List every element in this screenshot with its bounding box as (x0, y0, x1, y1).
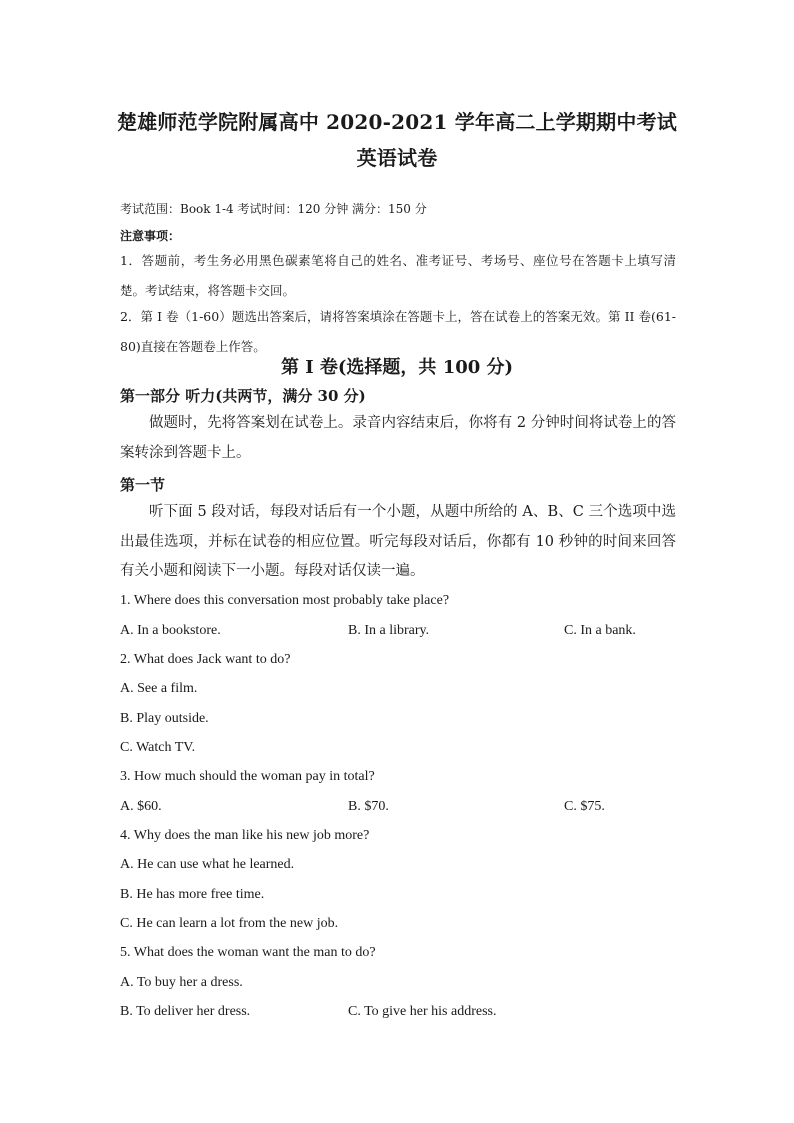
notice-item-2: 2．第 I 卷（1-60）题选出答案后，请将答案填涂在答题卡上，答在试卷上的答案无效。第 II 卷(61-80)直接在答题卷上作答。 (120, 309, 676, 354)
question-3-option-b: B. $70. (348, 799, 389, 814)
notice-item-1: 1．答题前，考生务必用黑色碳素笔将自己的姓名、准考证号、考场号、座位号在答题卡上填写清楚。考试结束，将答题卡交回。 (120, 253, 676, 298)
question-1-option-c: C. In a bank. (564, 623, 636, 638)
question-5-stem: 5. What does the woman want the man to do? (120, 945, 376, 960)
exam-title-line1: 楚雄师范学院附属高中 2020-2021 学年高二上学期期中考试 (117, 110, 677, 134)
question-1-option-a: A. In a bookstore. (120, 623, 221, 638)
question-5-option-a: A. To buy her a dress. (120, 975, 243, 990)
question-4-option-a: A. He can use what he learned. (120, 857, 295, 872)
section-title: 第 I 卷(选择题，共 100 分) (280, 357, 514, 378)
question-2-option-a: A. See a film. (120, 681, 198, 696)
question-5-option-c: C. To give her his address. (348, 1004, 497, 1019)
question-2-stem: 2. What does Jack want to do? (120, 652, 291, 667)
question-4-stem: 4. Why does the man like his new job more? (120, 828, 370, 843)
question-1-stem: 1. Where does this conversation most probably take place? (120, 593, 450, 608)
notice-heading: 注意事项： (120, 229, 181, 243)
question-4-option-c: C. He can learn a lot from the new job. (120, 916, 339, 931)
question-3-stem: 3. How much should the woman pay in total? (120, 769, 375, 784)
question-4-option-b: B. He has more free time. (120, 887, 265, 902)
sub1-title: 第一节 (120, 476, 166, 494)
question-1-option-b: B. In a library. (348, 623, 430, 638)
sub1-instruction: 听下面 5 段对话，每段对话后有一个小题，从题中所给的 A、B、C 三个选项中选出最佳选项，并标在试卷的相应位置。听完每段对话后，你都有 10 秒钟的时间来回答有关小题和阅读下一小题。每段对话仅读一遍。 (120, 504, 676, 579)
exam-title-line2: 英语试卷 (356, 146, 438, 170)
question-5-option-b: B. To deliver her dress. (120, 1004, 251, 1019)
part1-title: 第一部分 听力(共两节，满分 30 分) (120, 387, 366, 405)
question-3-option-a: A. $60. (120, 799, 162, 814)
question-2-option-c: C. Watch TV. (120, 740, 196, 755)
part1-instruction: 做题时，先将答案划在试卷上。录音内容结束后，你将有 2 分钟时间将试卷上的答案转涂到答题卡上。 (120, 415, 676, 461)
exam-info: 考试范围：Book 1-4 考试时间：120 分钟 满分：150 分 (120, 202, 427, 216)
question-3-option-c: C. $75. (564, 799, 605, 814)
question-2-option-b: B. Play outside. (120, 711, 209, 726)
